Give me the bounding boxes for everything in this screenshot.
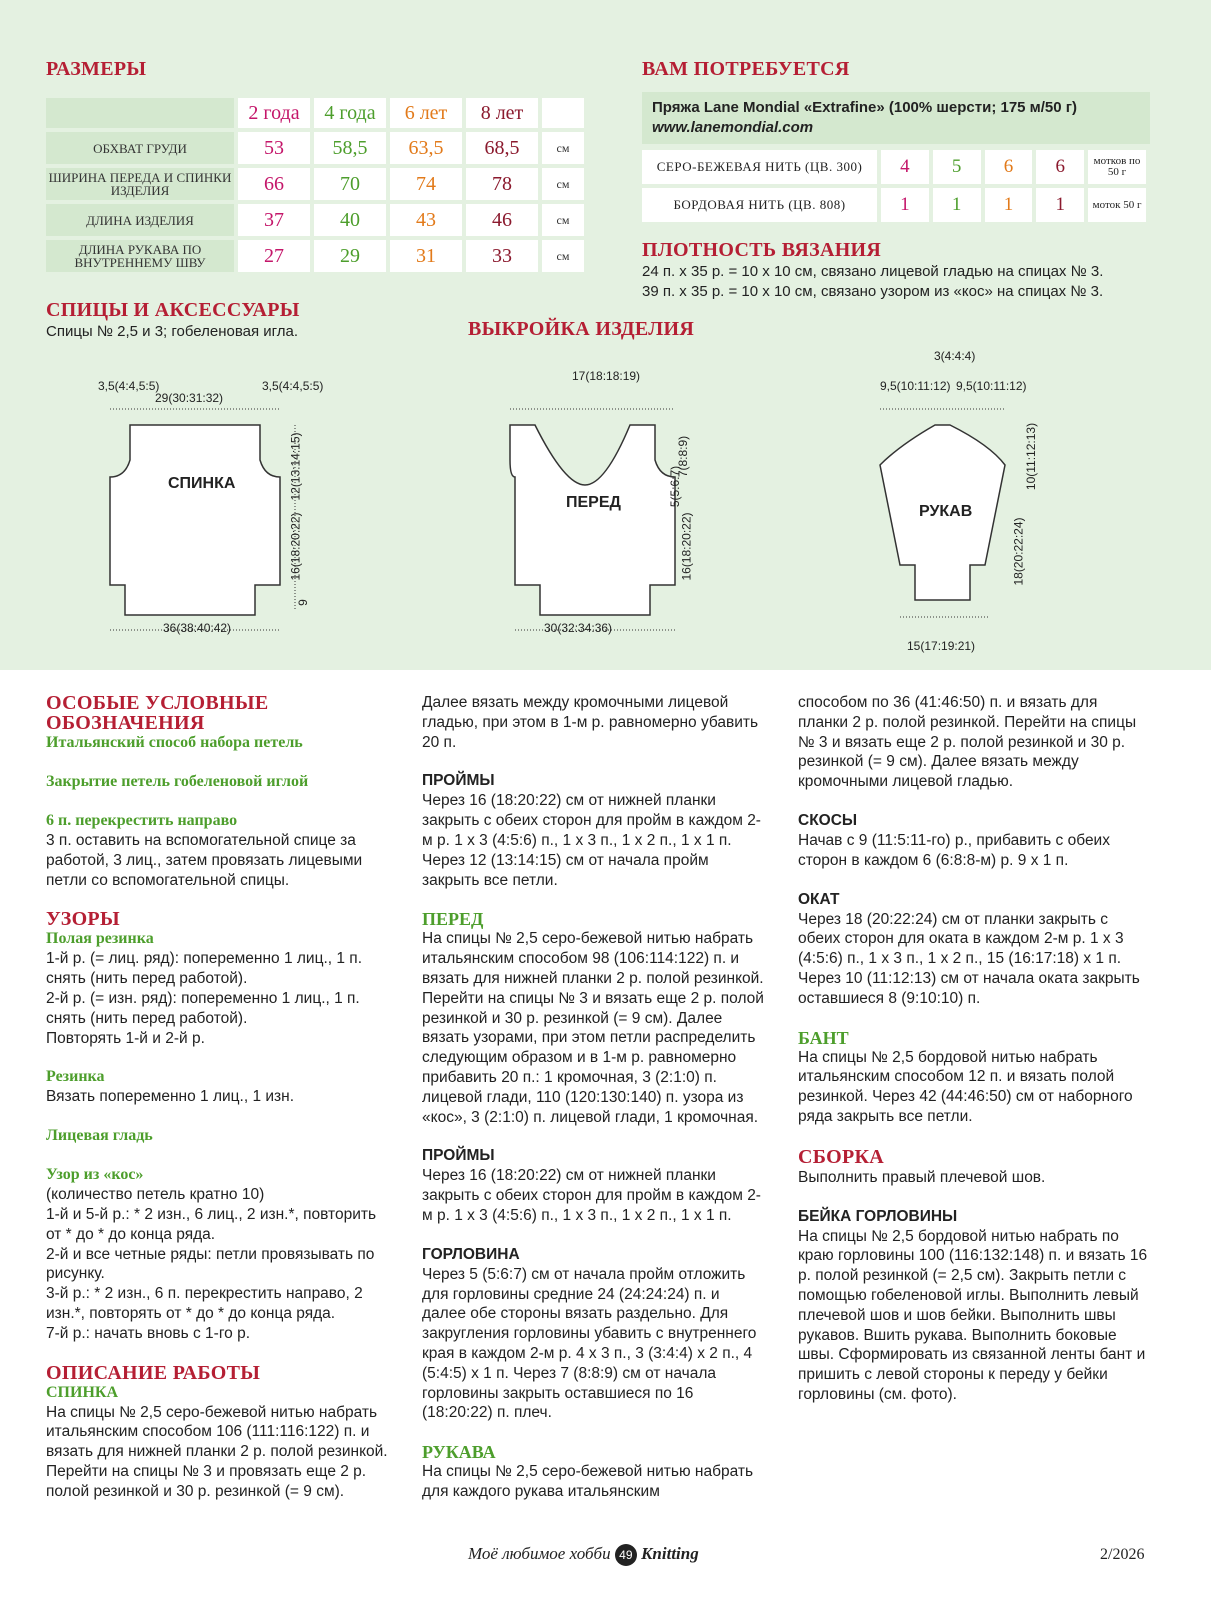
paragraph: 2-й р. (= изн. ряд): попеременно 1 лиц., 1 п. снять (нить перед работой). bbox=[46, 989, 360, 1027]
paragraph: На спицы № 2,5 серо-бежевой нитью набрать итальянским способом 106 (111:116:122) п. и вязать для нижней планки 2 р. полой резинкой. Перейти на спицы № 3 и провязать еще 2 р. полой резинкой и 30 р. резинкой (= 9 см). bbox=[46, 1403, 388, 1500]
paragraph: 3-й р.: * 2 изн., 6 п. перекрестить направо, 2 изн.*, повторять от * до * до конца ряда. bbox=[46, 1285, 363, 1322]
subhead: Лицевая гладь bbox=[46, 1127, 153, 1145]
subhead: 6 п. перекрестить направо bbox=[46, 812, 238, 829]
footer-magazine: Моё любимое хобби bbox=[468, 1544, 611, 1563]
footer bbox=[468, 1544, 699, 1566]
size-cell: 70 bbox=[314, 168, 386, 200]
section-title: СКОСЫ bbox=[798, 811, 858, 829]
size-cell: 78 bbox=[466, 168, 538, 200]
size-cell: 29 bbox=[314, 240, 386, 272]
size-cell: 53 bbox=[238, 132, 310, 164]
size-cell: 27 bbox=[238, 240, 310, 272]
yarn-name: Пряжа Lane Mondial «Extrafine» (100% шерсти; 175 м/50 г) bbox=[652, 99, 1078, 116]
yarn-row-label: СЕРО-БЕЖЕВАЯ НИТЬ (ЦВ. 300) bbox=[642, 150, 877, 184]
section-title: ПРОЙМЫ bbox=[422, 1147, 495, 1165]
size-row-label: ДЛИНА ИЗДЕЛИЯ bbox=[46, 204, 234, 236]
back-bottom-measure: 36(38:40:42) bbox=[163, 621, 232, 635]
tools-block bbox=[46, 298, 300, 342]
back-height-measure: 16(18:20:22) bbox=[288, 512, 303, 581]
paragraph: 1-й р. (= лиц. ряд): попеременно 1 лиц., 1 п. снять (нить перед работой). bbox=[46, 950, 362, 988]
size-cell: 58,5 bbox=[314, 132, 386, 164]
yarn-cell: 1 bbox=[1036, 188, 1084, 222]
paragraph: 3 п. оставить на вспомогательной спице за работой, 3 лиц., затем провязать лицевыми петли со вспомогательной спицы. bbox=[46, 832, 363, 889]
yarn-unit: мотков по 50 г bbox=[1088, 150, 1146, 184]
sleeve-label: РУКАВ bbox=[919, 503, 973, 520]
section-title: ГОРЛОВИНА bbox=[422, 1245, 520, 1263]
section-title: БАНТ bbox=[798, 1027, 849, 1048]
back-height-measure: 9 bbox=[295, 599, 310, 606]
size-unit: см bbox=[542, 132, 584, 164]
paragraph: Начав с 9 (11:5:11-го) р., прибавить с обеих сторон в каждом 6 (6:8:8-м) р. 9 х 1 п. bbox=[798, 831, 1110, 869]
size-header: 6 лет bbox=[390, 98, 462, 128]
column-2 bbox=[422, 693, 767, 1502]
paragraph: Через 5 (5:6:7) см от начала пройм отложить для горловины средние 24 (24:24:24) п. и далее обе стороны вязать раздельно. Для закругления горловины убавить с внутреннего края в каждом 2-м р. 4 х 3 п., 3 (3:4:4) х 2 п., 4 (5:4:5) х 1 п. Через 7 (8:8:9) см от начала горловины закрыть оставшиеся по 16 (18:20:22) п. плеч. bbox=[422, 1265, 757, 1422]
subhead: СПИНКА bbox=[46, 1383, 119, 1401]
size-header: 4 года bbox=[314, 98, 386, 128]
tools-title: СПИЦЫ И АКСЕССУАРЫ bbox=[46, 299, 300, 321]
sleeve-top-measure: 9,5(10:11:12) bbox=[956, 379, 1027, 393]
size-cell: 74 bbox=[390, 168, 462, 200]
density-block bbox=[642, 238, 1162, 302]
paragraph: Через 16 (18:20:22) см от нижней планки закрыть с обеих сторон для пройм в каждом 2-м р. 1 х 3 (4:5:6) п., 1 х 3 п., 1 х 2 п., 1 х 1 п. bbox=[422, 1167, 761, 1224]
yarn-cell: 6 bbox=[985, 150, 1033, 184]
yarn-header bbox=[642, 92, 1150, 144]
yarn-cell: 1 bbox=[985, 188, 1033, 222]
paragraph: Через 18 (20:22:24) см от планки закрыть с обеих сторон для оката в каждом 2-м р. 1 х 3 (4:5:6) п., 1 х 3 п., 1 х 2 п., 15 (16:17:18) х 1 п. Через 10 (11:12:13) см от начала оката закрыть оставшиеся 8 (9:10:10) п. bbox=[798, 910, 1140, 1007]
front-label: ПЕРЕД bbox=[566, 494, 621, 511]
issue: 2/2026 bbox=[1100, 1546, 1145, 1563]
back-height-measure: 12(13:14:15) bbox=[288, 432, 303, 501]
assembly-title: СБОРКА bbox=[798, 1145, 885, 1168]
density-title: ПЛОТНОСТЬ ВЯЗАНИЯ bbox=[642, 239, 882, 261]
yarn-box bbox=[642, 92, 1150, 226]
paragraph: 7-й р.: начать вновь с 1-го р. bbox=[46, 1324, 250, 1342]
back-shoulder-measure: 3,5(4:4,5:5) bbox=[262, 379, 324, 393]
section-title: ПРОЙМЫ bbox=[422, 772, 495, 790]
size-row-label: ОБХВАТ ГРУДИ bbox=[46, 132, 234, 164]
desc-title: ОПИСАНИЕ РАБОТЫ bbox=[46, 1361, 261, 1384]
subhead: Узор из «кос» bbox=[46, 1166, 144, 1184]
special-title: ОСОБЫЕ УСЛОВНЫЕ ОБОЗНАЧЕНИЯ bbox=[46, 692, 269, 734]
section-title: БЕЙКА ГОРЛОВИНЫ bbox=[798, 1207, 958, 1225]
yarn-cell: 4 bbox=[881, 150, 929, 184]
size-unit: см bbox=[542, 168, 584, 200]
section-title: ПЕРЕД bbox=[422, 909, 484, 930]
paragraph: Выполнить правый плечевой шов. bbox=[798, 1168, 1046, 1186]
sleeve-top-measure: 9,5(10:11:12) bbox=[880, 379, 951, 393]
paragraph: Далее вязать между кромочными лицевой гладью, при этом в 1-м р. равномерно убавить 20 п. bbox=[422, 694, 759, 751]
size-row-label: ШИРИНА ПЕРЕДА И СПИНКИ ИЗДЕЛИЯ bbox=[46, 168, 234, 200]
sizes-table bbox=[42, 94, 588, 276]
subhead: Итальянский способ набора петель bbox=[46, 734, 303, 751]
paragraph: 2-й и все четные ряды: петли провязывать по рисунку. bbox=[46, 1245, 375, 1283]
yarn-cell: 5 bbox=[933, 150, 981, 184]
tools-text: Спицы № 2,5 и 3; гобеленовая игла. bbox=[46, 323, 299, 340]
sleeve-height-measure: 10(11:12:13) bbox=[1024, 422, 1039, 491]
size-cell: 31 bbox=[390, 240, 462, 272]
page-number: 49 bbox=[615, 1544, 637, 1566]
size-header: 8 лет bbox=[466, 98, 538, 128]
size-row-label: ДЛИНА РУКАВА ПО ВНУТРЕННЕМУ ШВУ bbox=[46, 240, 234, 272]
size-cell: 37 bbox=[238, 204, 310, 236]
patterns-title: УЗОРЫ bbox=[46, 908, 120, 931]
paragraph: способом по 36 (41:46:50) п. и вязать для планки 2 р. полой резинкой. Перейти на спицы № 3 и вязать еще 2 р. полой резинкой и 30 р. резинкой (= 9 см). Далее вязать между кромочными лицевой гладью. bbox=[798, 694, 1137, 791]
size-cell: 68,5 bbox=[466, 132, 538, 164]
column-1 bbox=[46, 693, 391, 1502]
paragraph: Вязать попеременно 1 лиц., 1 изн. bbox=[46, 1088, 294, 1106]
size-cell: 66 bbox=[238, 168, 310, 200]
back-shape bbox=[110, 425, 280, 615]
section-title: РУКАВА bbox=[422, 1442, 496, 1463]
yarn-row-label: БОРДОВАЯ НИТЬ (ЦВ. 808) bbox=[642, 188, 877, 222]
size-header: 2 года bbox=[238, 98, 310, 128]
yarn-table bbox=[638, 146, 1150, 226]
paragraph: На спицы № 2,5 бордовой нитью набрать итальянским способом 12 п. и вязать полой резинкой. Через 42 (44:46:50) см от наборного ряда закрыть все петли. bbox=[798, 1048, 1133, 1125]
size-cell: 43 bbox=[390, 204, 462, 236]
footer-brand: Knitting bbox=[641, 1544, 699, 1563]
sleeve-bottom-measure: 15(17:19:21) bbox=[907, 639, 976, 653]
yarn-cell: 1 bbox=[881, 188, 929, 222]
paragraph: На спицы № 2,5 бордовой нитью набрать по краю горловины 100 (116:132:148) п. и вязать 16 р. полой резинкой (= 2,5 см). Закрыть петли с помощью гобеленовой иглы. Выполнить левый плечевой шов и шов бейки. Выполнить швы рукавов. Вшить рукава. Выполнить боковые швы. Сформировать из связанной ленты бант и пришить с левой стороны к переду у бейки горловины (см. фото). bbox=[798, 1227, 1148, 1403]
yarn-site: www.lanemondial.com bbox=[652, 119, 814, 136]
paragraph: (количество петель кратно 10) bbox=[46, 1186, 265, 1204]
subhead: Полая резинка bbox=[46, 930, 154, 948]
back-label: СПИНКА bbox=[168, 475, 236, 492]
size-cell: 63,5 bbox=[390, 132, 462, 164]
subhead: Резинка bbox=[46, 1068, 105, 1086]
paragraph: Повторять 1-й и 2-й р. bbox=[46, 1029, 205, 1047]
column-3 bbox=[798, 693, 1148, 1405]
front-side-measure: 7(8:8:9) bbox=[676, 435, 691, 478]
paragraph: На спицы № 2,5 серо-бежевой нитью набрать итальянским способом 98 (106:114:122) п. и вязать для нижней планки 2 р. полой резинкой. Перейти на спицы № 3 и вязать еще 2 р. полой резинкой и 30 р. резинкой (= 9 см). Далее вязать узорами, при этом петли распределить следующим образом и в 1-м р. равномерно прибавить 20 п.: 1 кромочная, 3 (2:1:0) п. лицевой глади, 110 (120:130:140) п. узора из «кос», 3 (2:1:0) п. лицевой глади, 1 кромочная. bbox=[422, 930, 764, 1126]
back-shoulder-measure: 3,5(4:4,5:5) bbox=[98, 379, 160, 393]
front-top-measure: 17(18:18:19) bbox=[572, 369, 641, 383]
size-cell: 46 bbox=[466, 204, 538, 236]
front-bottom-measure: 30(32:34:36) bbox=[544, 621, 613, 635]
needs-title: ВАМ ПОТРЕБУЕТСЯ bbox=[642, 58, 850, 80]
yarn-cell: 6 bbox=[1036, 150, 1084, 184]
sleeve-height-measure: 18(20:22:24) bbox=[1011, 517, 1026, 586]
size-unit: см bbox=[542, 204, 584, 236]
density-line: 39 п. х 35 р. = 10 х 10 см, связано узором из «кос» на спицах № 3. bbox=[642, 282, 1104, 300]
pattern-title: ВЫКРОЙКА ИЗДЕЛИЯ bbox=[468, 318, 695, 340]
yarn-cell: 1 bbox=[933, 188, 981, 222]
sleeve-mid-measure: 3(4:4:4) bbox=[934, 349, 976, 363]
size-cell: 40 bbox=[314, 204, 386, 236]
back-top-measure: 29(30:31:32) bbox=[155, 391, 224, 405]
section-title: ОКАТ bbox=[798, 890, 840, 908]
paragraph: Через 16 (18:20:22) см от нижней планки закрыть с обеих сторон для пройм в каждом 2-м р. 1 х 3 (4:5:6) п., 1 х 3 п., 1 х 2 п., 1 х 1 п. Через 12 (13:14:15) см от начала пройм закрыть все петли. bbox=[422, 792, 761, 889]
front-height-measure: 16(18:20:22) bbox=[679, 512, 694, 581]
paragraph: 1-й и 5-й р.: * 2 изн., 6 лиц., 2 изн.*, повторить от * до * до конца ряда. bbox=[46, 1205, 377, 1243]
subhead: Закрытие петель гобеленовой иглой bbox=[46, 773, 309, 790]
size-cell: 33 bbox=[466, 240, 538, 272]
yarn-unit: моток 50 г bbox=[1088, 188, 1146, 222]
front-side-measure: 5(5:6:7) bbox=[668, 465, 683, 508]
sizes-title: РАЗМЕРЫ bbox=[46, 58, 147, 80]
front-shape bbox=[510, 425, 675, 615]
size-unit: см bbox=[542, 240, 584, 272]
paragraph: На спицы № 2,5 серо-бежевой нитью набрать для каждого рукава итальянским bbox=[422, 1463, 754, 1500]
density-line: 24 п. х 35 р. = 10 х 10 см, связано лицевой гладью на спицах № 3. bbox=[642, 263, 1104, 280]
